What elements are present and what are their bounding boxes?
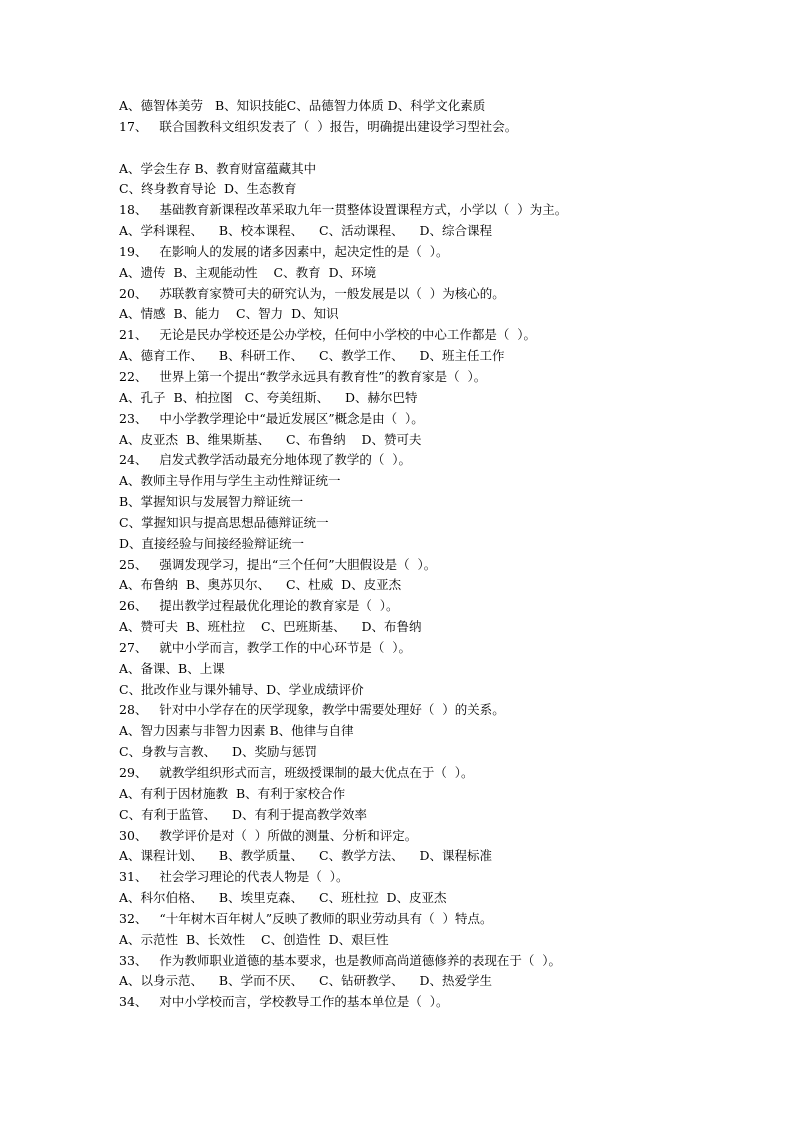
option-line: A、教师主导作用与学生主动性辩证统一 [119, 473, 341, 489]
option-line: A、学会生存 B、教育财富蕴藏其中 [119, 160, 317, 176]
option-line: A、备课、B、上课 [119, 660, 225, 676]
option-line: B、掌握知识与发展智力辩证统一 [119, 494, 304, 510]
question-line: 25、 强调发现学习，提出“三个任何”大胆假设是（ ）。 [119, 556, 437, 572]
option-line: A、学科课程、 B、校本课程、 C、活动课程、 D、综合课程 [119, 223, 492, 239]
question-line: 18、 基础教育新课程改革采取九年一贯整体设置课程方式，小学以（ ）为主。 [119, 202, 568, 218]
question-line: 26、 提出教学过程最优化理论的教育家是（ ）。 [119, 598, 399, 614]
question-line: 28、 针对中小学存在的厌学现象，教学中需要处理好（ ）的关系。 [119, 702, 505, 718]
question-line: 24、 启发式教学活动最充分地体现了教学的（ ）。 [119, 452, 412, 468]
document-body [119, 96, 719, 1013]
option-line: A、赞可夫 B、班杜拉 C、巴班斯基、 D、布鲁纳 [119, 619, 422, 635]
question-line: 20、 苏联教育家赞可夫的研究认为，一般发展是以（ ）为核心的。 [119, 285, 505, 301]
option-line: A、孔子 B、柏拉图 C、夸美纽斯、 D、赫尔巴特 [119, 389, 418, 405]
option-line: A、有利于因材施教 B、有利于家校合作 [119, 785, 346, 801]
question-line: 27、 就中小学而言，教学工作的中心环节是（ ）。 [119, 639, 412, 655]
option-line: A、布鲁纳 B、奥苏贝尔、 C、杜威 D、皮亚杰 [119, 577, 402, 593]
option-line: A、示范性 B、长效性 C、创造性 D、艰巨性 [119, 931, 389, 947]
question-line: 33、 作为教师职业道德的基本要求，也是教师高尚道德修养的表现在于（ ）。 [119, 952, 562, 968]
option-line: A、智力因素与非智力因素 B、他律与自律 [119, 723, 354, 739]
question-line: 34、 对中小学校而言，学校教导工作的基本单位是（ ）。 [119, 994, 449, 1010]
question-line: 32、 “十年树木百年树人”反映了教师的职业劳动具有（ ）特点。 [119, 910, 493, 926]
option-line: A、德智体美劳 B、知识技能C、品德智力体质 D、科学文化素质 [119, 98, 486, 113]
option-line: C、掌握知识与提高思想品德辩证统一 [119, 514, 329, 530]
question-line: 23、 中小学教学理论中“最近发展区”概念是由（ ）。 [119, 410, 424, 426]
question-line: 29、 就教学组织形式而言，班级授课制的最大优点在于（ ）。 [119, 765, 474, 780]
question-line: 21、 无论是民办学校还是公办学校，任何中小学校的中心工作都是（ ）。 [119, 327, 537, 343]
option-line: A、遗传 B、主观能动性 C、教育 D、环境 [119, 264, 377, 280]
option-line: A、课程计划、 B、教学质量、 C、教学方法、 D、课程标准 [119, 848, 492, 864]
question-line: 17、 联合国教科文组织发表了（ ）报告，明确提出建设学习型社会。 [119, 118, 518, 134]
option-line: A、科尔伯格、 B、埃里克森、 C、班杜拉 D、皮亚杰 [119, 890, 447, 906]
option-line: C、批改作业与课外辅导、D、学业成绩评价 [119, 681, 364, 697]
option-line: A、情感 B、能力 C、智力 D、知识 [119, 306, 339, 322]
question-line: 22、 世界上第一个提出“教学永远具有教育性”的教育家是（ ）。 [119, 368, 487, 384]
question-line: 31、 社会学习理论的代表人物是（ ）。 [119, 869, 349, 885]
option-line: D、直接经验与间接经验辩证统一 [119, 535, 305, 551]
option-line: C、有利于监管、 D、有利于提高教学效率 [119, 806, 367, 822]
option-line: C、身教与言教、 D、奖励与惩罚 [119, 744, 317, 760]
option-line: A、德育工作、 B、科研工作、 C、教学工作、 D、班主任工作 [119, 348, 505, 364]
question-line: 30、 教学评价是对（ ）所做的测量、分析和评定。 [119, 827, 418, 843]
option-line: C、终身教育导论 D、生态教育 [119, 181, 297, 197]
option-line: A、以身示范、 B、学而不厌、 C、钻研教学、 D、热爱学生 [119, 973, 492, 989]
blank-line [119, 138, 719, 159]
question-line: 19、 在影响人的发展的诸多因素中，起决定性的是（ ）。 [119, 243, 449, 259]
option-line: A、皮亚杰 B、维果斯基、 C、布鲁纳 D、赞可夫 [119, 431, 422, 447]
